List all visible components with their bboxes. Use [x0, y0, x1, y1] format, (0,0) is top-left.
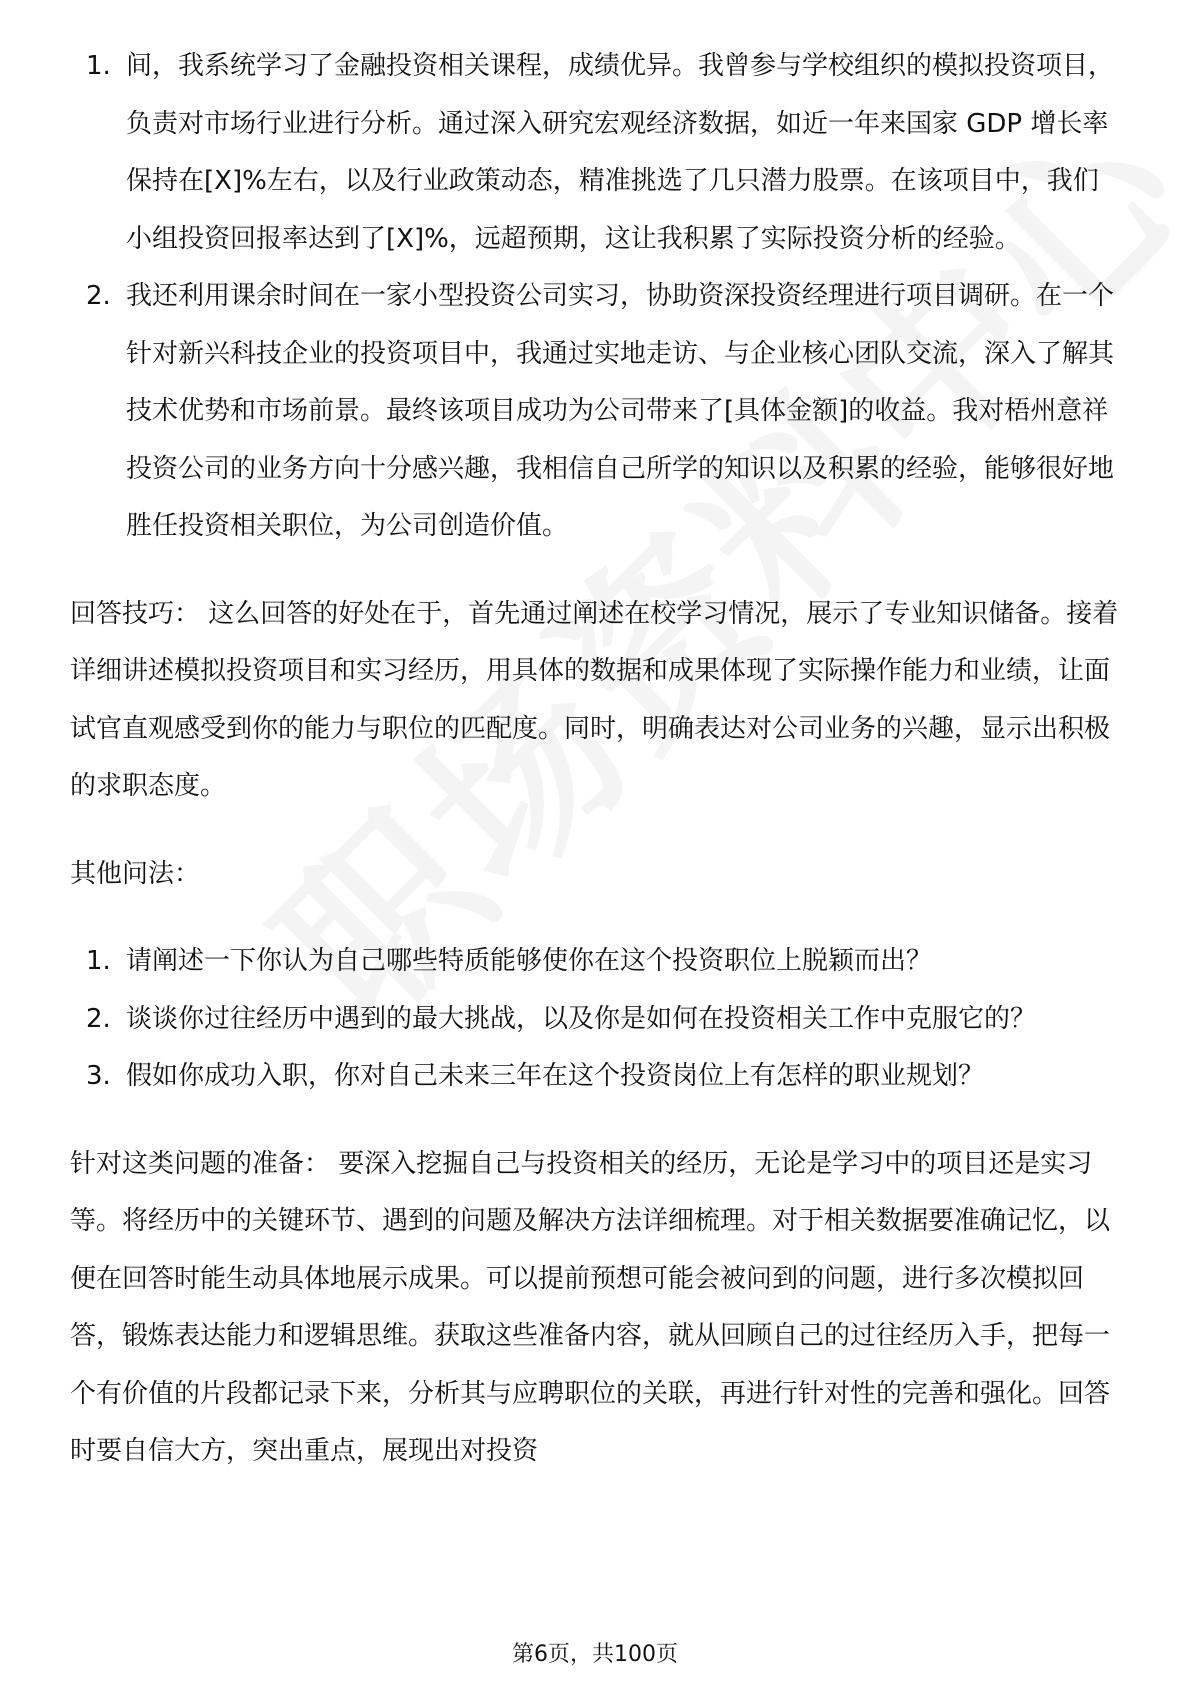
list-number: 2. [86, 1003, 111, 1034]
other-questions-list [70, 933, 1120, 1106]
spacer [70, 816, 1120, 846]
list-item-text: 请阐述一下你认为自己哪些特质能够使你在这个投资职位上脱颖而出？ [126, 946, 933, 976]
page-content [70, 30, 1120, 1481]
list-number: 2. [86, 281, 111, 311]
spacer [70, 903, 1120, 933]
spacer [70, 556, 1120, 586]
list-item [70, 933, 1120, 991]
list-item [70, 268, 1120, 556]
list-item [70, 1048, 1120, 1106]
list-number: 1. [86, 51, 111, 81]
list-item [70, 38, 1120, 268]
spacer [70, 1106, 1120, 1136]
list-item-text: 假如你成功入职，你对自己未来三年在这个投资岗位上有怎样的职业规划？ [126, 1061, 985, 1091]
cut-off-top-line [70, 30, 1120, 38]
other-questions-heading: 其他问法： [70, 858, 201, 889]
answer-tips-paragraph: 回答技巧： 这么回答的好处在于，首先通过阐述在校学习情况，展示了专业知识储备。接着详细讲述模拟投资项目和实习经历，用具体的数据和成果体现了实际操作能力和业绩，让面试官直观感受到你的能力与职位的匹配度。同时，明确表达对公司业务的兴趣，显示出积极的求职态度。 [70, 598, 1119, 801]
page-footer: 第6页，共100页 [512, 1642, 678, 1667]
list-item-text: 间，我系统学习了金融投资相关课程，成绩优异。我曾参与学校组织的模拟投资项目，负责对市场行业进行分析。通过深入研究宏观经济数据，如近一年来国家 GDP 增长率保持在[X]%左右，以及行业政策动态，精准挑选了几只潜力股票。在该项目中，我们小组投资回报率达到了[X]%，远超预期，这让我积累了实际投资分析的经验。 [126, 51, 1115, 254]
experience-list [70, 38, 1120, 556]
list-item-text: 谈谈你过往经历中遇到的最大挑战，以及你是如何在投资相关工作中克服它的？ [126, 1003, 1037, 1034]
list-number: 3. [86, 1061, 111, 1091]
list-item [70, 991, 1120, 1049]
list-item-text: 我还利用课余时间在一家小型投资公司实习，协助资深投资经理进行项目调研。在一个针对新兴科技企业的投资项目中，我通过实地走访、与企业核心团队交流，深入了解其技术优势和市场前景。最终该项目成功为公司带来了[具体金额]的收益。我对梧州意祥投资公司的业务方向十分感兴趣，我相信自己所学的知识以及积累的经验，能够很好地胜任投资相关职位，为公司创造价值。 [126, 281, 1115, 541]
list-number: 1. [86, 946, 111, 976]
preparation-paragraph: 针对这类问题的准备： 要深入挖掘自己与投资相关的经历，无论是学习中的项目还是实习等。将经历中的关键环节、遇到的问题及解决方法详细梳理。对于相关数据要准确记忆，以便在回答时能生动具体地展示成果。可以提前预想可能会被问到的问题，进行多次模拟回答，锻炼表达能力和逻辑思维。获取这些准备内容，就从回顾自己的过往经历入手，把每一个有价值的片段都记录下来，分析其与应聘职位的关联，再进行针对性的完善和强化。回答时要自信大方，突出重点，展现出对投资 [70, 1148, 1111, 1466]
